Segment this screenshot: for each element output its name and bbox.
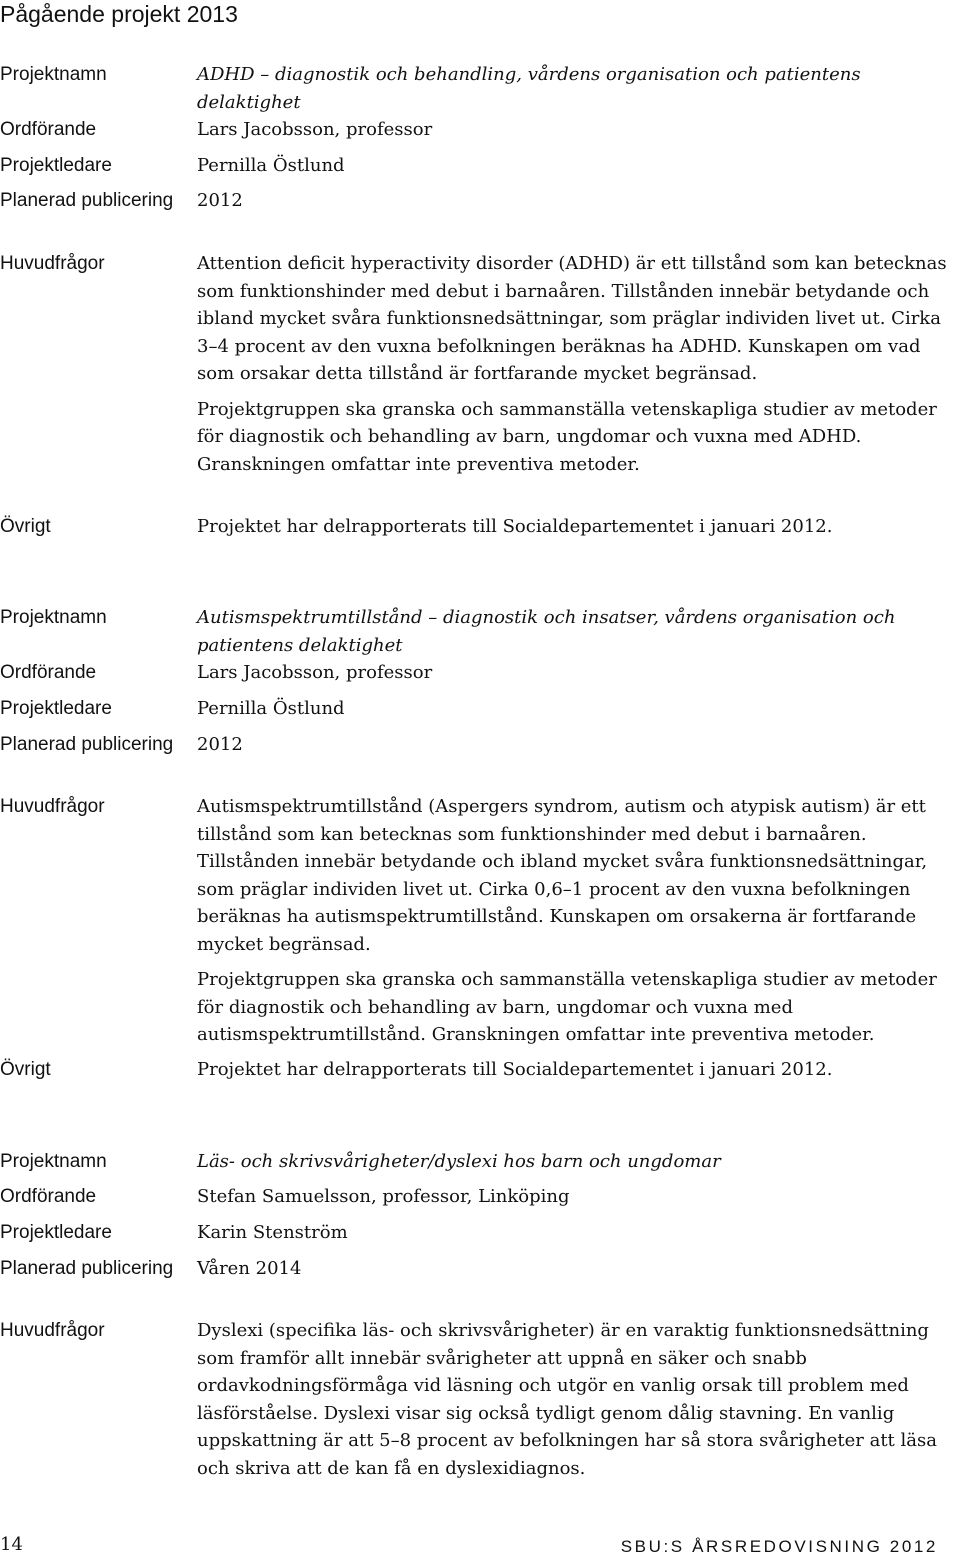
page-title: Pågående projekt 2013 [0,1,238,27]
page-number: 14 [0,1534,23,1555]
project-lead-value: Pernilla Östlund [197,155,345,176]
main-questions-paragraph: Attention deficit hyperactivity disorder (ADHD) är ett tillstånd som kan betecknas som funktionshinder med debut i barnaåren. Tillstånden innebär betydande och ibland mycket svåra funktionsnedsättningar, som präglar individen livet ut. Cirka 3–4 procent av den vuxna befolkningen beräknas ha ADHD. Kunskapen om vad som orsakar detta tillstånd är fortfarande mycket begränsad. [197,253,947,384]
chair-value: Lars Jacobsson, professor [197,119,433,140]
label-project-name: Projektnamn [0,64,107,85]
main-questions-text [197,1317,957,1482]
other-value: Projektet har delrapporterats till Socialdepartementet i januari 2012. [197,516,833,537]
other-value: Projektet har delrapporterats till Socialdepartementet i januari 2012. [197,1059,833,1080]
main-questions-paragraph: Dyslexi (specifika läs- och skrivsvårigheter) är en varaktig funktionsnedsättning som framför allt innebär svårigheter att uppnå en säker och snabb ordavkodningsförmåga vid läsning och utgör en vanlig orsak till problem med läsförståelse. Dyslexi visar sig också tydligt genom dålig stavning. En vanlig uppskattning är att 5–8 procent av befolkningen har så stora svårigheter att läsa och skriva att de kan få en dyslexidiagnos. [197,1320,937,1479]
label-planned-publication: Planerad publicering [0,190,174,211]
project-name: Autismspektrumtillstånd – diagnostik och insatser, vårdens organisation och patientens delaktighet [197,607,896,656]
label-main-questions: Huvudfrågor [0,1320,105,1341]
project-lead-value: Karin Stenström [197,1222,348,1243]
label-planned-publication: Planerad publicering [0,734,174,755]
label-main-questions: Huvudfrågor [0,796,105,817]
chair-value: Stefan Samuelsson, professor, Linköping [197,1186,570,1207]
publication-title: SBU:S ÅRSREDOVISNING 2012 [620,1537,938,1556]
label-project-lead: Projektledare [0,155,112,176]
label-chair: Ordförande [0,1186,97,1207]
project-lead-value: Pernilla Östlund [197,698,345,719]
main-questions-paragraph: Projektgruppen ska granska och sammanställa vetenskapliga studier av metoder för diagnostik och behandling av barn, ungdomar och vuxna med autismspektrumtillstånd. Granskningen omfattar inte preventiva metoder. [197,969,937,1045]
label-other: Övrigt [0,516,51,537]
chair-value: Lars Jacobsson, professor [197,662,433,683]
main-questions-paragraph: Autismspektrumtillstånd (Aspergers syndrom, autism och atypisk autism) är ett tillstånd som kan betecknas som funktionshinder med debut i barnaåren. Tillstånden innebär betydande och ibland mycket svåra funktionsnedsättningar, som präglar individen livet ut. Cirka 0,6–1 procent av den vuxna befolkningen beräknas ha autismspektrumtillstånd. Kunskapen om orsakerna är fortfarande mycket begränsad. [197,796,928,955]
label-chair: Ordförande [0,662,97,683]
main-questions-text [197,250,957,478]
label-project-name: Projektnamn [0,607,107,628]
main-questions-text [197,793,957,1049]
project-name: ADHD – diagnostik och behandling, vårdens organisation och patientens delaktighet [197,64,861,113]
label-project-lead: Projektledare [0,698,112,719]
label-other: Övrigt [0,1059,51,1080]
label-project-name: Projektnamn [0,1151,107,1172]
project-name: Läs- och skrivsvårigheter/dyslexi hos barn och ungdomar [197,1151,721,1172]
planned-publication-value: 2012 [197,190,243,211]
label-project-lead: Projektledare [0,1222,112,1243]
main-questions-paragraph: Projektgruppen ska granska och sammanställa vetenskapliga studier av metoder för diagnostik och behandling av barn, ungdomar och vuxna med ADHD. Granskningen omfattar inte preventiva metoder. [197,398,937,475]
label-planned-publication: Planerad publicering [0,1258,174,1279]
planned-publication-value: Våren 2014 [197,1258,302,1279]
planned-publication-value: 2012 [197,734,243,755]
label-main-questions: Huvudfrågor [0,253,105,274]
label-chair: Ordförande [0,119,97,140]
